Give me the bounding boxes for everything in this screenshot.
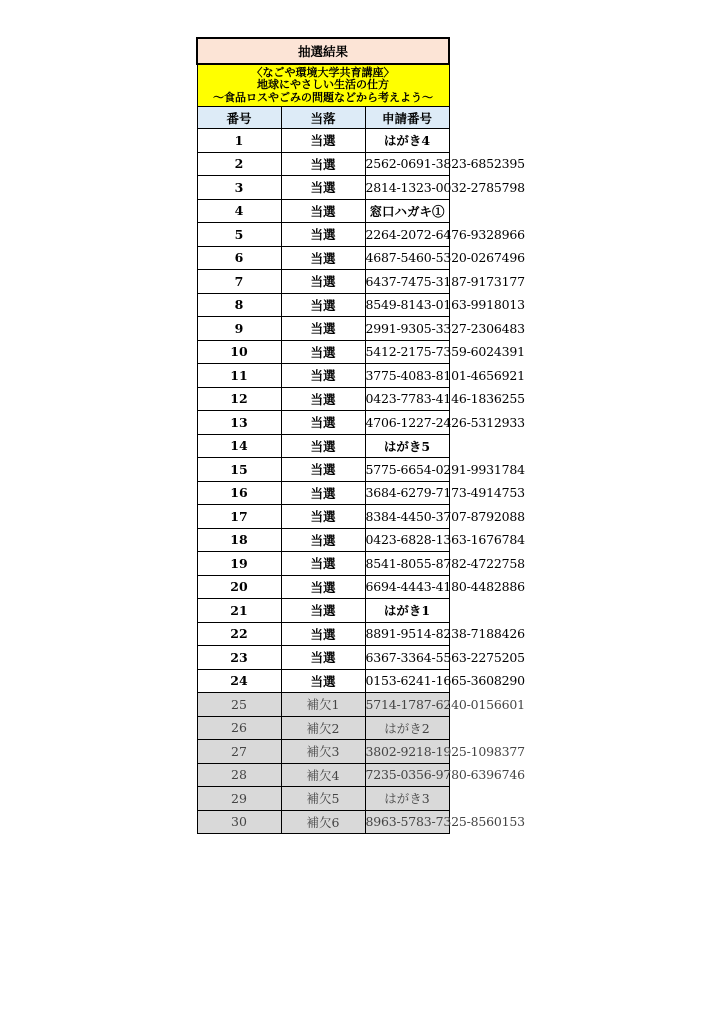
row-result: 当選 xyxy=(281,293,365,317)
row-result: 当選 xyxy=(281,364,365,388)
table-row xyxy=(197,364,449,388)
header-row xyxy=(197,107,449,129)
row-application-number: 2264-2072-6476-9328966 xyxy=(365,223,449,247)
banner-line-2: 地球にやさしい生活の仕方 xyxy=(257,78,389,92)
banner-row xyxy=(197,64,449,107)
row-application-number: 窓口ハガキ① xyxy=(365,199,449,223)
row-result: 当選 xyxy=(281,669,365,693)
row-result: 当選 xyxy=(281,599,365,623)
table-row xyxy=(197,505,449,529)
row-result: 補欠4 xyxy=(281,763,365,787)
row-number: 17 xyxy=(197,505,281,529)
row-application-number: 2562-0691-3823-6852395 xyxy=(365,152,449,176)
row-application-number: 5775-6654-0291-9931784 xyxy=(365,458,449,482)
row-application-number: 6437-7475-3187-9173177 xyxy=(365,270,449,294)
row-application-number: 4706-1227-2426-5312933 xyxy=(365,411,449,435)
row-result: 当選 xyxy=(281,622,365,646)
row-number: 24 xyxy=(197,669,281,693)
row-number: 14 xyxy=(197,434,281,458)
row-number: 2 xyxy=(197,152,281,176)
row-result: 当選 xyxy=(281,411,365,435)
row-number: 18 xyxy=(197,528,281,552)
row-number: 20 xyxy=(197,575,281,599)
row-number: 19 xyxy=(197,552,281,576)
row-result: 補欠3 xyxy=(281,740,365,764)
row-number: 8 xyxy=(197,293,281,317)
row-number: 1 xyxy=(197,129,281,153)
table-row xyxy=(197,810,449,834)
row-application-number: 2814-1323-0032-2785798 xyxy=(365,176,449,200)
row-result: 当選 xyxy=(281,458,365,482)
row-result: 当選 xyxy=(281,387,365,411)
row-result: 補欠2 xyxy=(281,716,365,740)
row-number: 9 xyxy=(197,317,281,341)
row-application-number: はがき5 xyxy=(365,434,449,458)
table-row xyxy=(197,787,449,811)
row-result: 補欠6 xyxy=(281,810,365,834)
row-number: 6 xyxy=(197,246,281,270)
row-application-number: 8384-4450-3707-8792088 xyxy=(365,505,449,529)
row-result: 当選 xyxy=(281,199,365,223)
table-row xyxy=(197,223,449,247)
row-result: 当選 xyxy=(281,176,365,200)
table-row xyxy=(197,199,449,223)
table-row xyxy=(197,716,449,740)
row-application-number: 0423-6828-1363-1676784 xyxy=(365,528,449,552)
row-application-number: 8963-5783-7325-8560153 xyxy=(365,810,449,834)
row-number: 16 xyxy=(197,481,281,505)
table-row xyxy=(197,763,449,787)
row-number: 5 xyxy=(197,223,281,247)
header-result: 当落 xyxy=(281,107,365,129)
table-row xyxy=(197,528,449,552)
row-application-number: はがき2 xyxy=(365,716,449,740)
row-application-number: はがき1 xyxy=(365,599,449,623)
row-number: 15 xyxy=(197,458,281,482)
table-row xyxy=(197,646,449,670)
row-number: 30 xyxy=(197,810,281,834)
row-number: 22 xyxy=(197,622,281,646)
row-number: 25 xyxy=(197,693,281,717)
table-row xyxy=(197,340,449,364)
table-row xyxy=(197,575,449,599)
table-row xyxy=(197,129,449,153)
banner-line-1: 〈なごや環境大学共育講座〉 xyxy=(251,65,395,79)
row-number: 10 xyxy=(197,340,281,364)
row-result: 当選 xyxy=(281,152,365,176)
row-application-number: 3684-6279-7173-4914753 xyxy=(365,481,449,505)
row-result: 当選 xyxy=(281,340,365,364)
table-row xyxy=(197,246,449,270)
row-number: 27 xyxy=(197,740,281,764)
table-row xyxy=(197,552,449,576)
header-number: 番号 xyxy=(197,107,281,129)
row-number: 3 xyxy=(197,176,281,200)
row-result: 当選 xyxy=(281,481,365,505)
table-row xyxy=(197,317,449,341)
row-result: 当選 xyxy=(281,129,365,153)
row-result: 補欠1 xyxy=(281,693,365,717)
row-result: 補欠5 xyxy=(281,787,365,811)
row-number: 29 xyxy=(197,787,281,811)
table-row xyxy=(197,599,449,623)
table-body xyxy=(197,38,525,834)
row-number: 7 xyxy=(197,270,281,294)
banner-line-3: ～食品ロスやごみの問題などから考えよう～ xyxy=(213,90,433,104)
row-number: 23 xyxy=(197,646,281,670)
course-banner xyxy=(197,64,449,107)
row-application-number: 4687-5460-5320-0267496 xyxy=(365,246,449,270)
row-application-number: 6694-4443-4180-4482886 xyxy=(365,575,449,599)
row-application-number: はがき4 xyxy=(365,129,449,153)
row-application-number: 8549-8143-0163-9918013 xyxy=(365,293,449,317)
lottery-results-table xyxy=(196,37,525,834)
row-result: 当選 xyxy=(281,528,365,552)
row-application-number: 5714-1787-6240-0156601 xyxy=(365,693,449,717)
table-row xyxy=(197,693,449,717)
table-row xyxy=(197,270,449,294)
table-row xyxy=(197,669,449,693)
row-result: 当選 xyxy=(281,434,365,458)
row-result: 当選 xyxy=(281,646,365,670)
row-application-number: 2991-9305-3327-2306483 xyxy=(365,317,449,341)
table-row xyxy=(197,411,449,435)
title-row xyxy=(197,38,449,64)
row-number: 26 xyxy=(197,716,281,740)
row-application-number: 3775-4083-8101-4656921 xyxy=(365,364,449,388)
row-application-number: 8541-8055-8782-4722758 xyxy=(365,552,449,576)
table-row xyxy=(197,387,449,411)
row-application-number: はがき3 xyxy=(365,787,449,811)
row-result: 当選 xyxy=(281,505,365,529)
row-number: 28 xyxy=(197,763,281,787)
table-row xyxy=(197,293,449,317)
row-application-number: 0153-6241-1665-3608290 xyxy=(365,669,449,693)
row-result: 当選 xyxy=(281,270,365,294)
row-number: 4 xyxy=(197,199,281,223)
row-application-number: 5412-2175-7359-6024391 xyxy=(365,340,449,364)
table-row xyxy=(197,740,449,764)
row-application-number: 0423-7783-4146-1836255 xyxy=(365,387,449,411)
table-row xyxy=(197,176,449,200)
row-application-number: 8891-9514-8238-7188426 xyxy=(365,622,449,646)
row-number: 21 xyxy=(197,599,281,623)
row-result: 当選 xyxy=(281,317,365,341)
table-row xyxy=(197,434,449,458)
header-application: 申請番号 xyxy=(365,107,449,129)
table-row xyxy=(197,458,449,482)
row-application-number: 3802-9218-1925-1098377 xyxy=(365,740,449,764)
row-number: 11 xyxy=(197,364,281,388)
row-application-number: 6367-3364-5563-2275205 xyxy=(365,646,449,670)
row-number: 12 xyxy=(197,387,281,411)
table-title: 抽選結果 xyxy=(197,38,449,64)
row-application-number: 7235-0356-9780-6396746 xyxy=(365,763,449,787)
row-result: 当選 xyxy=(281,246,365,270)
table-row xyxy=(197,622,449,646)
table-row xyxy=(197,152,449,176)
row-result: 当選 xyxy=(281,223,365,247)
row-result: 当選 xyxy=(281,552,365,576)
row-number: 13 xyxy=(197,411,281,435)
table-row xyxy=(197,481,449,505)
row-result: 当選 xyxy=(281,575,365,599)
